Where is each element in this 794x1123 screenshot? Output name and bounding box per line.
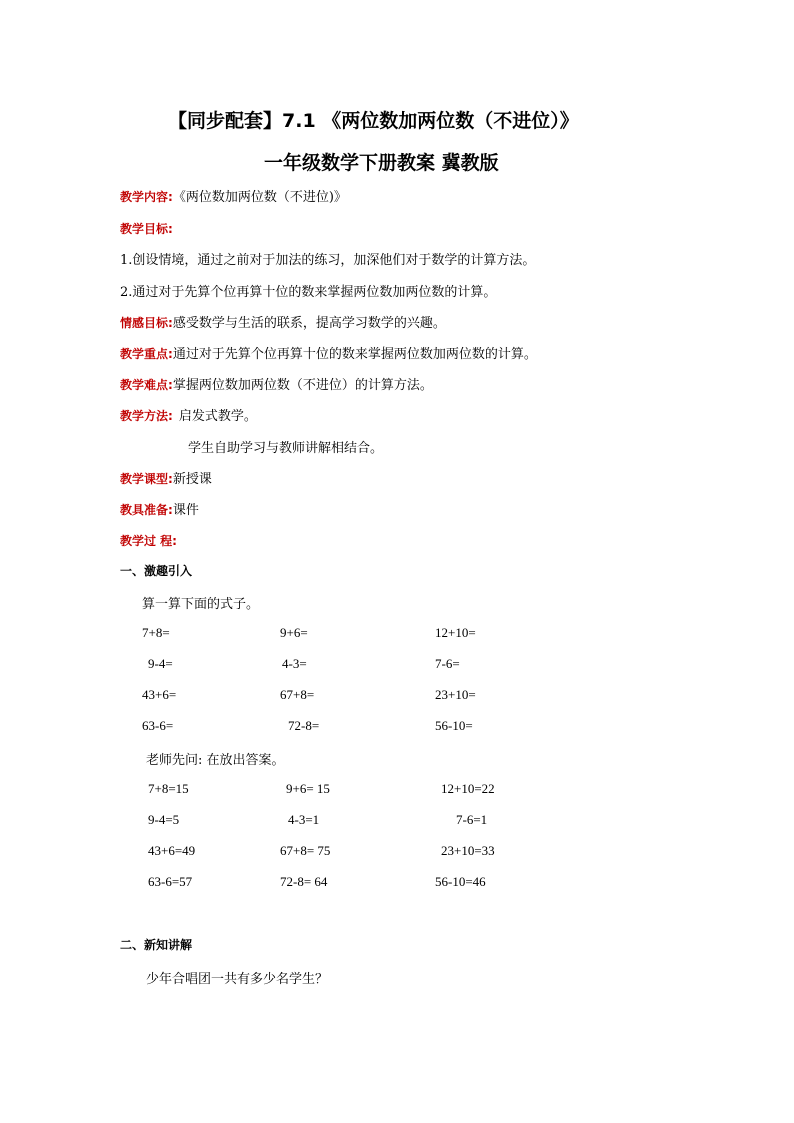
question-item: 72-8= — [288, 718, 320, 733]
goal-item: 2.通过对于先算个位再算十位的数来掌握两位数加两位数的计算。 — [120, 285, 497, 300]
field-label: 教学课型: — [120, 472, 173, 486]
field-key-point — [120, 343, 537, 362]
field-value: 新授课 — [172, 472, 212, 487]
question-item: 4-3= — [282, 656, 307, 671]
field-emotion — [120, 312, 446, 331]
question-item: 9+6= — [280, 625, 308, 640]
field-lesson-type — [120, 468, 212, 487]
question-item: 7-6= — [435, 656, 460, 671]
field-label: 情感目标: — [120, 316, 173, 330]
question-item: 67+8= — [280, 687, 315, 702]
answer-item: 72-8= 64 — [280, 874, 328, 889]
field-value: 课件 — [172, 503, 199, 518]
section-question: 少年合唱团一共有多少名学生？ — [146, 972, 329, 987]
answer-item: 7+8=15 — [148, 781, 189, 796]
document-subtitle: 一年级数学下册教案 冀教版 — [264, 152, 499, 174]
answer-item: 56-10=46 — [435, 874, 486, 889]
field-difficulty — [120, 374, 433, 393]
field-value: 通过对于先算个位再算十位的数来掌握两位数加两位数的计算。 — [172, 347, 537, 362]
answer-item: 67+8= 75 — [280, 843, 331, 858]
question-item: 43+6= — [142, 687, 177, 702]
section-intro: 算一算下面的式子。 — [142, 597, 260, 612]
teacher-line: 老师先问: 在放出答案。 — [146, 753, 285, 768]
field-process — [120, 530, 177, 549]
answer-item: 63-6=57 — [148, 874, 193, 889]
field-content — [120, 186, 347, 205]
field-label: 教学过 程: — [120, 534, 177, 548]
answer-item: 43+6=49 — [148, 843, 196, 858]
document-title: 【同步配套】7.1 《两位数加两位数（不进位）》 — [168, 110, 579, 132]
field-label: 教学难点: — [120, 378, 173, 392]
field-label: 教具准备: — [120, 503, 173, 517]
goal-item: 1.创设情境，通过之前对于加法的练习，加深他们对于数学的计算方法。 — [120, 253, 536, 268]
section-heading: 一、激趣引入 — [120, 564, 193, 578]
answer-item: 9+6= 15 — [286, 781, 330, 796]
method-extra: 学生自助学习与教师讲解相结合。 — [188, 441, 384, 456]
section-heading: 二、新知讲解 — [120, 938, 193, 952]
answer-item: 12+10=22 — [441, 781, 495, 796]
field-materials — [120, 499, 199, 518]
field-goals — [120, 218, 173, 237]
answer-item: 9-4=5 — [148, 812, 180, 827]
question-item: 12+10= — [435, 625, 476, 640]
field-label: 教学内容: — [120, 190, 173, 204]
question-item: 9-4= — [148, 656, 173, 671]
question-item: 23+10= — [435, 687, 476, 702]
field-method — [120, 405, 257, 424]
field-value: 掌握两位数加两位数（不进位）的计算方法。 — [172, 378, 433, 393]
field-label: 教学方法: — [120, 409, 173, 423]
field-value: 感受数学与生活的联系，提高学习数学的兴趣。 — [172, 316, 446, 331]
answer-item: 7-6=1 — [456, 812, 488, 827]
field-label: 教学目标: — [120, 222, 173, 236]
field-value: 《两位数加两位数（不进位)》 — [172, 190, 347, 205]
question-item: 63-6= — [142, 718, 174, 733]
answer-item: 4-3=1 — [288, 812, 320, 827]
question-item: 7+8= — [142, 625, 170, 640]
field-label: 教学重点: — [120, 347, 173, 361]
answer-item: 23+10=33 — [441, 843, 495, 858]
question-item: 56-10= — [435, 718, 473, 733]
field-value: 启发式教学。 — [178, 409, 257, 424]
